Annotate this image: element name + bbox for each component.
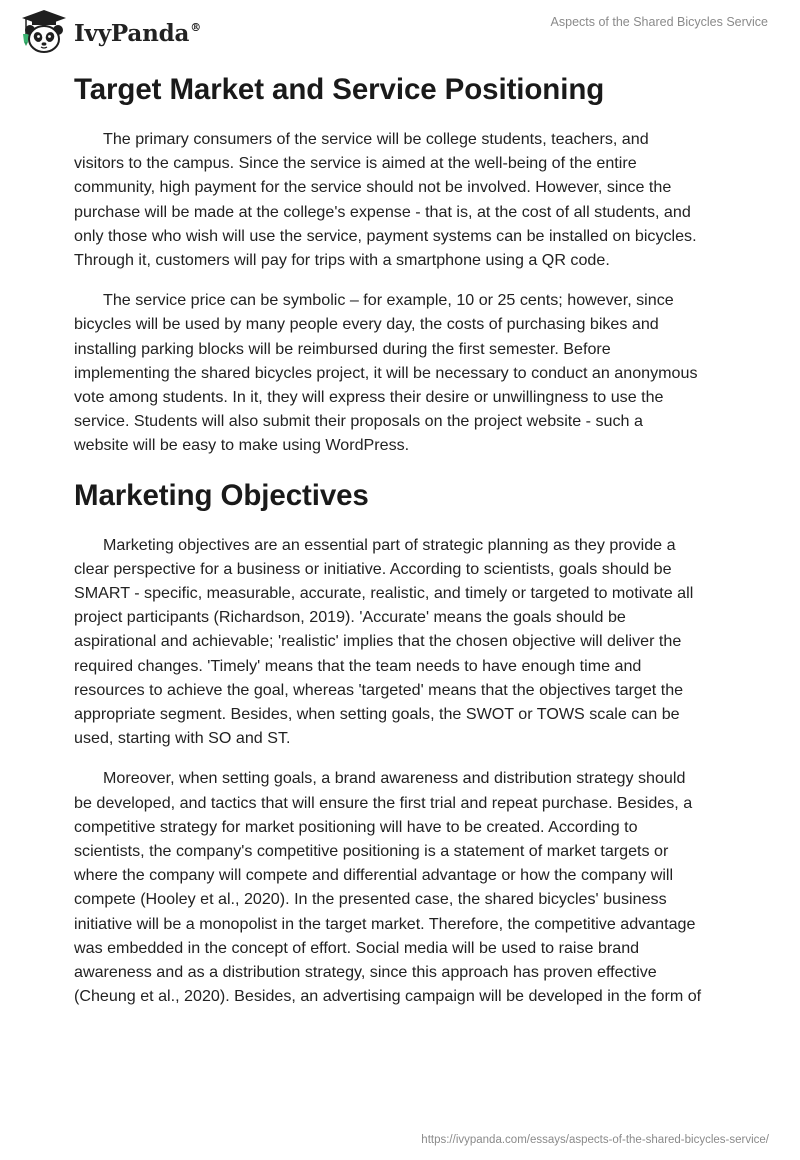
essay-content <box>74 68 734 1025</box>
paragraph-marketing-objectives-2: Moreover, when setting goals, a brand awareness and distribution strategy should be developed, and tactics that will ensure the first trial and repeat purchase. Besides, a competitive strategy for market positioning will have to be created. According to scientists, the company's competitive positioning is a statement of market targets or where the company will compete and differential advantage or how the company will compete (Hooley et al., 2020). In the presented case, the shared bicycles' business initiative will be a monopolist in the target market. Therefore, the competitive advantage was embedded in the concept of effort. Social media will be used to raise brand awareness and as a distribution strategy, since this approach has proven effective (Cheung et al., 2020). Besides, an advertising campaign will be developed in the form of <box>74 769 702 1006</box>
paragraph-target-market-1: The primary consumers of the service will be college students, teachers, and visitors to the campus. Since the service is aimed at the well-being of the entire community, high payment for the service should not be involved. However, since the purchase will be made at the college's expense - that is, at the cost of all students, and only those who wish will use the service, payment systems can be installed on bicycles. Through it, customers will pay for trips with a smartphone using a QR code. <box>74 130 697 270</box>
paragraph-marketing-objectives-1: Marketing objectives are an essential part of strategic planning as they provide a clear perspective for a business or initiative. According to scientists, goals should be SMART - specific, measurable, accurate, realistic, and timely or targeted to motivate all project participants (Richardson, 2019). 'Accurate' means the goals should be aspirational and achievable; 'realistic' implies that the chosen objective will deliver the required changes. 'Timely' means that the team needs to have enough time and resources to achieve the goal, whereas 'targeted' means that the objectives target the appropriate segment. Besides, when setting goals, the SWOT or TOWS scale can be used, starting with SO and ST. <box>74 535 694 748</box>
paragraph-target-market-2: The service price can be symbolic – for example, 10 or 25 cents; however, since bicycles will be used by many people every day, the costs of purchasing bikes and installing parking blocks will be reimbursed during the first semester. Before implementing the shared bicycles project, it will be necessary to conduct an anonymous vote among students. In it, they will express their desire or unwillingness to use the service. Students will also submit their proposals on the project website - such a website will be easy to make using WordPress. <box>74 291 698 455</box>
ivypanda-logo[interactable] <box>14 8 201 56</box>
section-heading-target-market: Target Market and Service Positioning <box>74 73 605 106</box>
logo-wordmark: IvyPanda® <box>74 19 201 47</box>
source-url[interactable]: https://ivypanda.com/essays/aspects-of-the-shared-bicycles-service/ <box>421 1134 769 1146</box>
panda-graduate-icon <box>14 8 72 56</box>
document-title: Aspects of the Shared Bicycles Service <box>550 15 768 29</box>
section-heading-marketing-objectives: Marketing Objectives <box>74 478 369 512</box>
page-header <box>0 0 800 64</box>
